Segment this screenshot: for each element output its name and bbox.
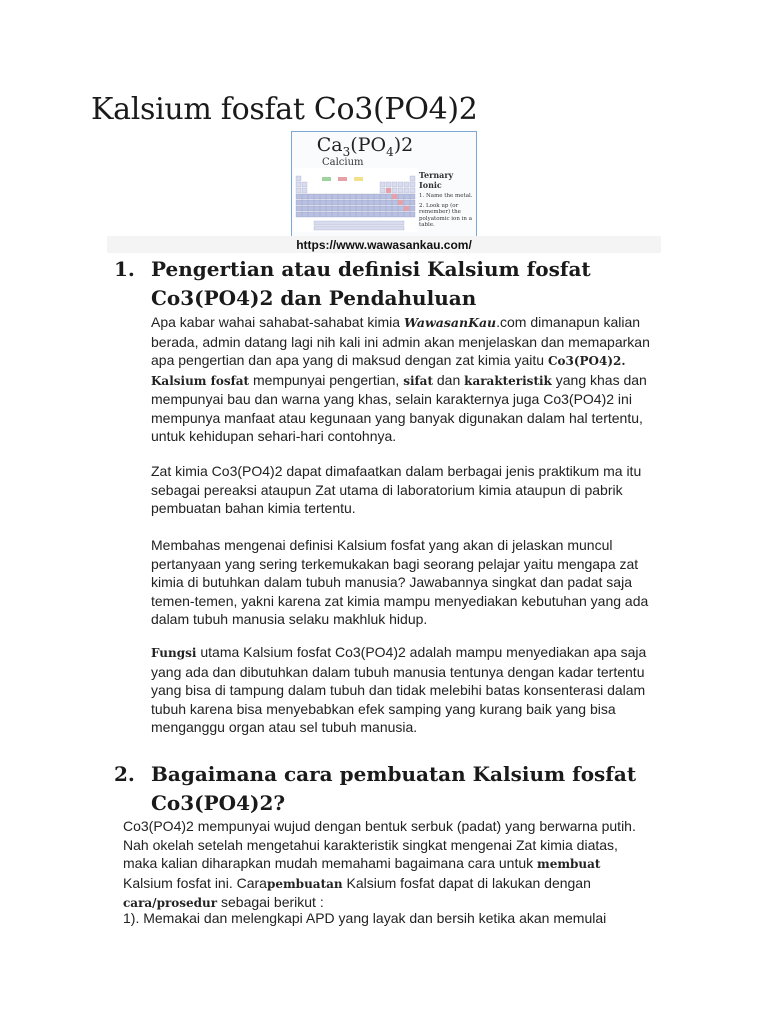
figure-step-1: 1. Name the metal. (419, 193, 473, 199)
section-2-paragraph-2: 1). Memakai dan melengkapi APD yang layak dan bersih ketika akan memulai (123, 910, 607, 926)
periodic-table-image (291, 131, 477, 237)
figure-side-notes (419, 170, 475, 229)
section-1-title: Pengertian atau definisi Kalsium fosfat Co3(PO4)2 dan Pendahuluan (151, 257, 591, 310)
periodic-table-graphic (294, 168, 418, 232)
figure-side-title: Ternary Ionic (419, 170, 454, 190)
section-1-paragraph-4: Fungsi utama Kalsium fosfat Co3(PO4)2 adalah mampu menyediakan apa saja yang ada dan dibutuhkan dalam tubuh manusia tentunya dengan kadar tertentu yang bisa di tampung dalam tubuh dan tidak melebihi batas konsenterasi dalam tubuh karena bisa menyebabkan efek samping yang kurang baik yang bisa menganggu organ atau sel tubuh manusia. (151, 644, 647, 735)
compound-name: Calcium (322, 157, 364, 168)
section-1-paragraph-2: Zat kimia Co3(PO4)2 dapat dimafaatkan dalam berbagai jenis praktikum ma itu sebagai pereaksi ataupun Zat utama di laboratorium kimia ataupun di pabrik pembuatan bahan kimia tertentu. (151, 463, 642, 516)
figure-step-2: 2. Look up (or remember) the polyatomic ion in a table. (419, 202, 472, 228)
site-name: WawasanKau (403, 315, 497, 330)
section-2-paragraph-1: Co3(PO4)2 mempunyai wujud dengan bentuk serbuk (padat) yang berwarna putih. Nah okelah setelah mengetahui karakteristik singkat mengenai Zat kimia diatas, maka kalian diharapkan mudah memahami bagaimana cara untuk membuat Kalsium fosfat ini. Carapembuatan Kalsium fosfat dapat di lakukan dengan cara/prosedur sebagai berikut : (123, 818, 636, 910)
section-1-number: 1. (114, 257, 135, 281)
section-1-heading (114, 255, 674, 313)
image-caption-link[interactable]: https://www.wawasankau.com/ (296, 238, 472, 252)
section-2-number: 2. (114, 762, 135, 786)
section-1-paragraph-1: Apa kabar wahai sahabat-sahabat kimia WawasanKau.com dimanapun kalian berada, admin datang lagi nih kali ini admin akan menjelaskan dan memaparkan apa pengertian dan apa yang di maksud dengan zat kimia yaitu Co3(PO4)2. Kalsium fosfat mempunyai pengertian, sifat dan karakteristik yang khas dan mempunyai bau dan warna yang khas, selain karakternya juga Co3(PO4)2 ini mempunya manfaat atau kegunaan yang banyak digunakan dalam hal tertentu, untuk kehidupan sehari-hari contohnya. (151, 314, 650, 444)
chemical-formula: $Ca_3(PO_4)2$ (316, 134, 414, 159)
section-2-heading (114, 760, 674, 818)
document-title: Kalsium fosfat Co3(PO4)2 (91, 92, 478, 127)
section-1-paragraph-3: Membahas mengenai definisi Kalsium fosfat yang akan di jelaskan muncul pertanyaan yang sering terkemukakan bagi seorang pelajar yaitu mengapa zat kimia di butuhkan dalam tubuh manusia? Jawabannya singkat dan padat saja temen-temen, yakni karena zat kimia mampu menyediakan kebutuhan yang ada dalam tubuh manusia selaku makhluk hidup. (151, 537, 649, 627)
section-2-title: Bagaimana cara pembuatan Kalsium fosfat Co3(PO4)2? (151, 762, 637, 815)
